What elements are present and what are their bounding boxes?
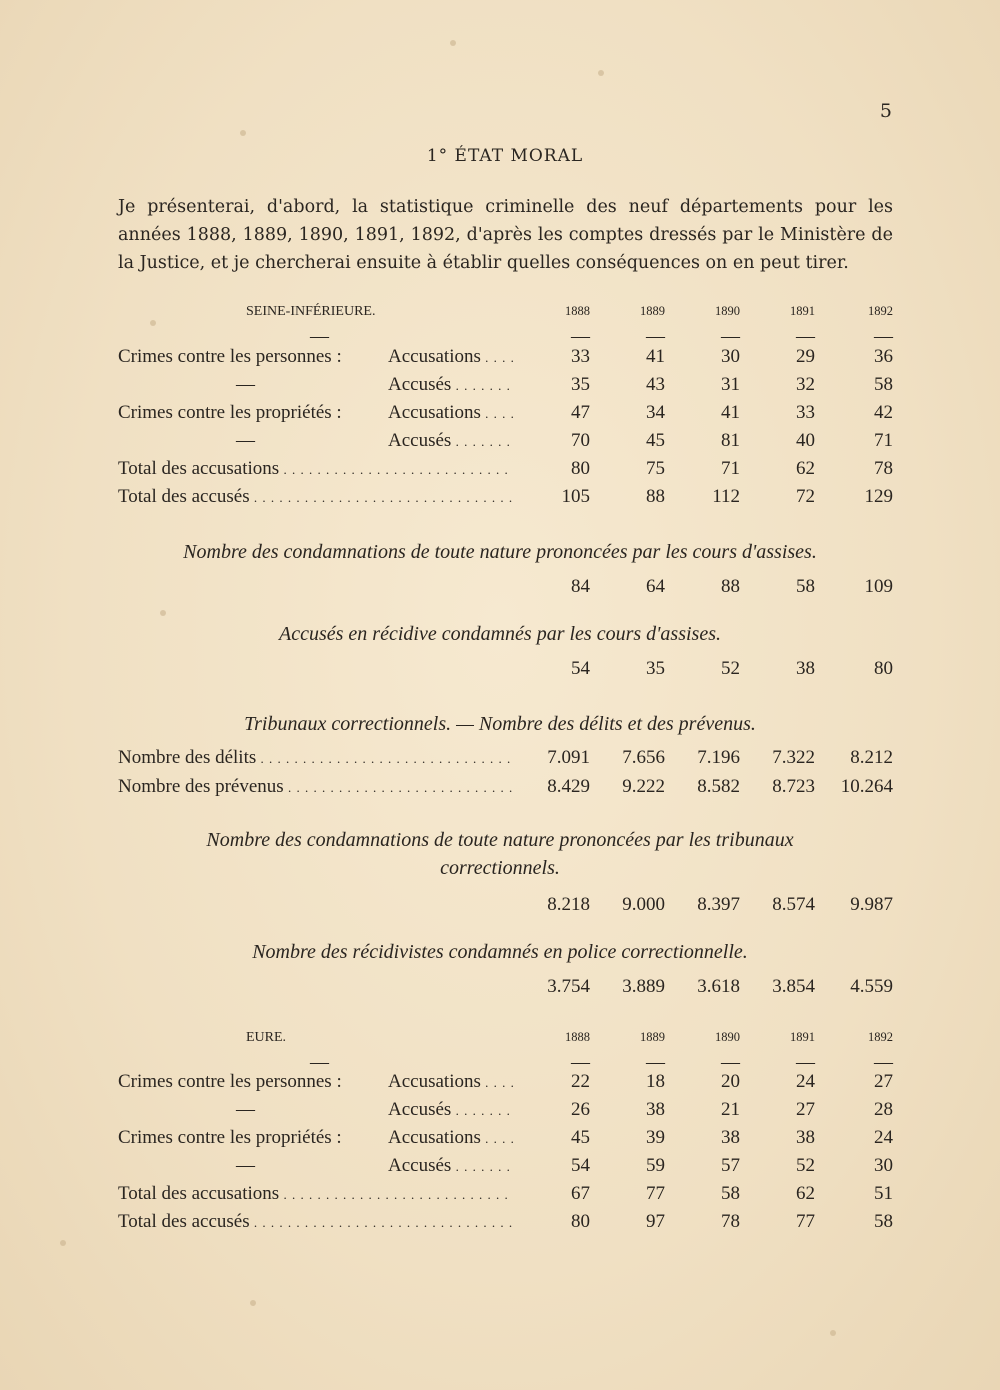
cell-value: 71 — [874, 430, 893, 451]
cell-value: 8.582 — [697, 776, 740, 797]
table-row — [118, 1071, 893, 1099]
department-heading: EURE. — [246, 1030, 287, 1045]
cell-value: 129 — [864, 486, 893, 507]
cell-value: 75 — [646, 458, 665, 479]
row-label: Crimes contre les propriétés : — [118, 402, 342, 423]
cell-value: 40 — [796, 430, 815, 451]
department-heading: SEINE-INFÉRIEURE. — [246, 304, 376, 319]
dash-mark: — — [874, 326, 893, 347]
cell-value: 3.618 — [697, 976, 740, 997]
cell-value: 97 — [646, 1211, 665, 1232]
cell-value: 64 — [646, 576, 665, 597]
cell-value: 105 — [561, 486, 590, 507]
cell-value: 8.397 — [697, 894, 740, 915]
cell-value: 9.987 — [850, 894, 893, 915]
table-row — [118, 976, 893, 1004]
cell-value: 62 — [796, 1183, 815, 1204]
cell-value: 8.574 — [772, 894, 815, 915]
cell-value: 45 — [646, 430, 665, 451]
cell-value: 26 — [571, 1099, 590, 1120]
cell-value: 30 — [874, 1155, 893, 1176]
cell-value: 24 — [796, 1071, 815, 1092]
cell-value: 80 — [874, 658, 893, 679]
cell-value: 52 — [796, 1155, 815, 1176]
cell-value: 35 — [571, 374, 590, 395]
cell-value: 3.854 — [772, 976, 815, 997]
cell-value: 9.000 — [622, 894, 665, 915]
cell-value: 29 — [796, 346, 815, 367]
cell-value: 30 — [721, 346, 740, 367]
dash-mark: — — [721, 326, 740, 347]
tribunaux-title: Tribunaux correctionnels. — Nombre des délits et des prévenus. — [244, 713, 756, 735]
year-header: 1891 — [790, 304, 815, 318]
row-label: Total des accusés . . . — [118, 486, 513, 508]
dash-mark: — — [571, 326, 590, 347]
row-sublabel: Accusés . . . — [388, 374, 513, 396]
cell-value: 33 — [571, 346, 590, 367]
cell-value: 8.723 — [772, 776, 815, 797]
row-label: — — [236, 430, 255, 451]
cell-value: 67 — [571, 1183, 590, 1204]
row-sublabel: Accusés . . . — [388, 1099, 513, 1121]
row-sublabel: Accusations . . . — [388, 1127, 513, 1149]
cell-value: 52 — [721, 658, 740, 679]
cell-value: 7.196 — [697, 747, 740, 768]
year-header: 1888 — [565, 1030, 590, 1044]
table-row — [118, 430, 893, 458]
cell-value: 4.559 — [850, 976, 893, 997]
table-row — [118, 346, 893, 374]
cell-value: 8.429 — [547, 776, 590, 797]
cell-value: 18 — [646, 1071, 665, 1092]
dash-mark: — — [571, 1052, 590, 1073]
table-row — [118, 1099, 893, 1127]
cell-value: 58 — [796, 576, 815, 597]
cell-value: 45 — [571, 1127, 590, 1148]
cond-corr-title: Nombre des condamnations de toute nature prononcées par les tribunaux — [206, 829, 794, 851]
table-row — [118, 1183, 893, 1211]
row-label: Total des accusations . . . — [118, 458, 513, 480]
cell-value: 34 — [646, 402, 665, 423]
year-header: 1890 — [715, 304, 740, 318]
row-label: — — [236, 374, 255, 395]
row-sublabel: Accusations . . . — [388, 1071, 513, 1093]
condamnations-title: Nombre des condamnations de toute nature prononcées par les cours d'assises. — [183, 541, 817, 563]
recidive-title: Accusés en récidive condamnés par les cours d'assises. — [279, 623, 721, 645]
year-header: 1889 — [640, 304, 665, 318]
cell-value: 39 — [646, 1127, 665, 1148]
cell-value: 72 — [796, 486, 815, 507]
cell-value: 27 — [874, 1071, 893, 1092]
year-header: 1889 — [640, 1030, 665, 1044]
section-title: 1° ÉTAT MORAL — [426, 146, 584, 166]
dash-mark: — — [796, 326, 815, 347]
cell-value: 7.656 — [622, 747, 665, 768]
row-sublabel: Accusés . . . — [388, 430, 513, 452]
cell-value: 27 — [796, 1099, 815, 1120]
year-header: 1888 — [565, 304, 590, 318]
cell-value: 42 — [874, 402, 893, 423]
cell-value: 80 — [571, 1211, 590, 1232]
table-row — [118, 776, 893, 804]
cell-value: 77 — [646, 1183, 665, 1204]
row-sublabel: Accusations . . . — [388, 402, 513, 424]
cell-value: 38 — [721, 1127, 740, 1148]
cell-value: 35 — [646, 658, 665, 679]
row-label: Crimes contre les personnes : — [118, 1071, 342, 1092]
cell-value: 78 — [721, 1211, 740, 1232]
year-header: 1890 — [715, 1030, 740, 1044]
dash-mark: — — [874, 1052, 893, 1073]
row-label: Total des accusés . . . — [118, 1211, 513, 1233]
cell-value: 3.754 — [547, 976, 590, 997]
cell-value: 109 — [864, 576, 893, 597]
year-header: 1892 — [868, 304, 893, 318]
cell-value: 24 — [874, 1127, 893, 1148]
cell-value: 7.322 — [772, 747, 815, 768]
cell-value: 78 — [874, 458, 893, 479]
cell-value: 59 — [646, 1155, 665, 1176]
table-row — [118, 486, 893, 514]
row-label: — — [236, 1099, 255, 1120]
dash-mark: — — [796, 1052, 815, 1073]
cell-value: 28 — [874, 1099, 893, 1120]
cond-corr-title-2: correctionnels. — [440, 857, 560, 879]
page-number: 5 — [879, 100, 892, 122]
row-label: Nombre des prévenus . . . — [118, 776, 513, 798]
dash-mark: — — [310, 1052, 329, 1073]
cell-value: 54 — [571, 1155, 590, 1176]
cell-value: 21 — [721, 1099, 740, 1120]
cell-value: 77 — [796, 1211, 815, 1232]
row-label: — — [236, 1155, 255, 1176]
cell-value: 62 — [796, 458, 815, 479]
table-row — [118, 1127, 893, 1155]
cell-value: 43 — [646, 374, 665, 395]
cell-value: 80 — [571, 458, 590, 479]
cell-value: 3.889 — [622, 976, 665, 997]
row-label: Nombre des délits . . . — [118, 747, 513, 769]
cell-value: 58 — [721, 1183, 740, 1204]
table-row — [118, 894, 893, 922]
table-row — [118, 458, 893, 486]
cell-value: 22 — [571, 1071, 590, 1092]
cell-value: 51 — [874, 1183, 893, 1204]
cell-value: 33 — [796, 402, 815, 423]
cell-value: 31 — [721, 374, 740, 395]
table-row — [118, 402, 893, 430]
cell-value: 36 — [874, 346, 893, 367]
cell-value: 32 — [796, 374, 815, 395]
table-row — [118, 576, 893, 604]
table-row — [118, 1211, 893, 1239]
cell-value: 9.222 — [622, 776, 665, 797]
row-label: Crimes contre les propriétés : — [118, 1127, 342, 1148]
row-label: Total des accusations . . . — [118, 1183, 513, 1205]
cell-value: 58 — [874, 1211, 893, 1232]
cell-value: 70 — [571, 430, 590, 451]
cell-value: 41 — [646, 346, 665, 367]
table-row — [118, 374, 893, 402]
row-label: Crimes contre les personnes : — [118, 346, 342, 367]
cell-value: 8.218 — [547, 894, 590, 915]
cell-value: 7.091 — [547, 747, 590, 768]
dash-mark: — — [646, 326, 665, 347]
table-row — [118, 1155, 893, 1183]
cell-value: 20 — [721, 1071, 740, 1092]
table-row — [118, 747, 893, 775]
cell-value: 81 — [721, 430, 740, 451]
row-sublabel: Accusés . . . — [388, 1155, 513, 1177]
cell-value: 38 — [796, 1127, 815, 1148]
dash-mark: — — [646, 1052, 665, 1073]
row-sublabel: Accusations . . . — [388, 346, 513, 368]
cell-value: 54 — [571, 658, 590, 679]
cell-value: 84 — [571, 576, 590, 597]
cell-value: 88 — [646, 486, 665, 507]
year-header: 1891 — [790, 1030, 815, 1044]
table-row — [118, 658, 893, 686]
cell-value: 8.212 — [850, 747, 893, 768]
cell-value: 47 — [571, 402, 590, 423]
dash-mark: — — [310, 326, 329, 347]
cell-value: 10.264 — [840, 776, 893, 797]
intro-paragraph: Je présenterai, d'abord, la statistique criminelle des neuf départements pour les années 1888, 1889, 1890, 1891, 1892, d'après les comptes dressés par le Ministère de la Justice, et je chercherai ensuite à établir quelles conséquences on en peut tirer. — [118, 197, 893, 273]
cell-value: 38 — [796, 658, 815, 679]
cell-value: 38 — [646, 1099, 665, 1120]
cell-value: 71 — [721, 458, 740, 479]
cell-value: 41 — [721, 402, 740, 423]
cell-value: 112 — [712, 486, 740, 507]
year-header: 1892 — [868, 1030, 893, 1044]
cell-value: 88 — [721, 576, 740, 597]
recidivistes-title: Nombre des récidivistes condamnés en police correctionnelle. — [252, 941, 748, 963]
dash-mark: — — [721, 1052, 740, 1073]
cell-value: 58 — [874, 374, 893, 395]
cell-value: 57 — [721, 1155, 740, 1176]
